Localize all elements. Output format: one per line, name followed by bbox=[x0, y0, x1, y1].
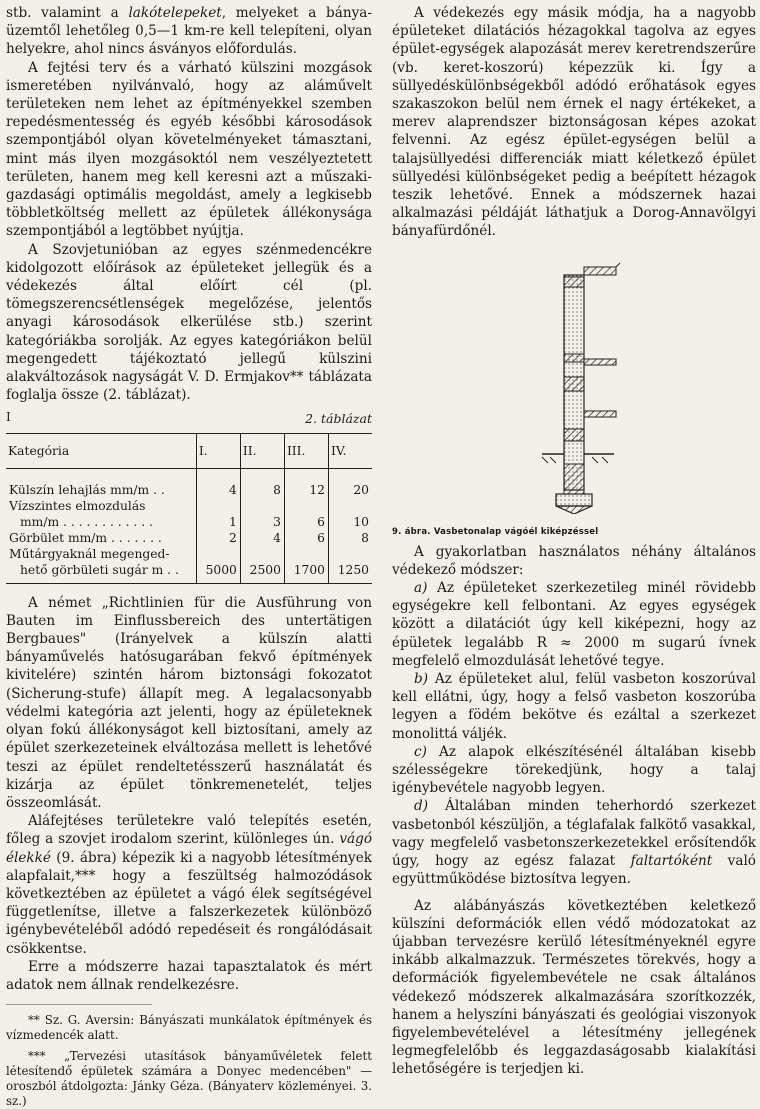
list-item-d bbox=[392, 797, 756, 888]
cutting-edge-foundation bbox=[556, 494, 592, 514]
table-row bbox=[6, 562, 372, 584]
cell-value bbox=[284, 498, 328, 514]
table-row bbox=[6, 546, 372, 562]
table-header-row bbox=[6, 433, 372, 468]
paragraph-nemet-iranyelvek: A német „Richtlinien für die Ausführung von Bauten im Einflussbereich des untertätigen Bergbaues" (Irányelvek a külszín alatti bányaművelés hatósugarában fekvő építmények kivitelére) szintén három biztonsági fokozatot (Sicherung-stufe) állapít meg. A legalacsonyabb védelmi kategória azt jelenti, hogy az épületeknek olyan fokú állékonyságot kell biztosítani, amely az épület szerkezeteinek elváltozása mellett is lehetővé teszi az épület rendeltetésszerű használatát és kizárja az épület tönkremenetelét, teljes összeomlását. bbox=[6, 594, 372, 811]
alafejtes-text-b: (9. ábra) képezik ki a nagyobb létesítmények alapfalait,*** hogy a feszültség halmozódások következtében az épületet a vágó élek segítségével függetlenítse, illetve a falszerkezetek különböző igénybevételéből adódó repedéseit és rongálódásait csökkentse. bbox=[6, 849, 372, 957]
row-label: Vízszintes elmozdulás bbox=[9, 498, 146, 513]
table-row bbox=[6, 514, 372, 530]
header-kategoria: Kategória bbox=[6, 433, 196, 468]
cell-value: 1250 bbox=[329, 562, 373, 584]
table-row bbox=[6, 498, 372, 514]
cell-value: 4 bbox=[196, 468, 240, 498]
cell-value: 4 bbox=[240, 530, 284, 546]
table-caption-row bbox=[6, 408, 372, 428]
table-caption: 2. táblázat bbox=[305, 411, 372, 427]
paragraph-alabanyaszas: Az alábányászás következtében keletkező külszíni deformációk ellen védő módozatokat az újabban tervezésre kerülő létesítményeknél egyre inkább alkalmazzuk. Természetes törekvés, hogy a deformációk figyelembevétele ne csak általános védekező módszerek alkalmazására szorítkozzék, hanem a helyszíni bányászati és geológiai viszonyok figyelembevételével a létesítmény jellegének legmegfelelőbb és leggazdaságosabb kialakítási lehetőségére is terjedjen ki. bbox=[392, 897, 756, 1078]
left-column bbox=[6, 4, 372, 1109]
row-label: hető görbületi sugár m . . bbox=[6, 562, 196, 584]
cell-value: 6 bbox=[284, 514, 328, 530]
list-marker-c: c) bbox=[414, 743, 427, 760]
list-text-b: Az épületeket alul, felül vasbeton koszorúval kell ellátni, úgy, hogy a felső vasbeton koszorúba legyen a födém bekötve és ezáltal a szerkezet monolittá váljék. bbox=[392, 671, 756, 742]
cell-value bbox=[329, 546, 373, 562]
cell-value: 2500 bbox=[240, 562, 284, 584]
footnote-aversin: ** Sz. G. Aversin: Bányászati munkálatok építmények és vízmedencék alatt. bbox=[6, 1013, 372, 1043]
cell-value: 20 bbox=[329, 468, 373, 498]
list-marker-b: b) bbox=[414, 671, 429, 688]
alafejtes-text-a: Aláfejtéses területekre való telepítés esetén, főleg a szovjet irodalom szerint, különleges ún. bbox=[6, 813, 372, 848]
list-marker-a: a) bbox=[414, 580, 428, 597]
cell-value bbox=[196, 546, 240, 562]
paragraph-vedekezes: A védekezés egy másik módja, ha a nagyobb épületeket dilatációs hézagokkal tagolva az egyes épület-egységek alapozását merev keretrendszerűre (vb. keret-koszorú) képezzük ki. Így a süllyedéskülönbségekből adódó erőhatások egyes szakaszokon belül nem érnek el nagy értékeket, a merev alaprendszer biztonságosan képes azokat felvenni. Az egész épület-egységen belül a talajsüllyedési differenciák miatt kéletkező épület süllyedési különbségeket pedig a beépített hézagok teszik lehetővé. Ennek a módszernek hazai alkalmazási példáját láthatjuk a Dorog-Annavölgyi bányafürdőnél. bbox=[392, 5, 756, 240]
paragraph-vedekezo-modszer: A gyakorlatban használatos néhány általános védekező módszer: bbox=[392, 543, 756, 578]
figure-caption: 9. ábra. Vasbetonalap vágóél kiképzéssel bbox=[392, 526, 599, 537]
header-cat-3: III. bbox=[284, 433, 328, 468]
row-label: mm/m . . . . . . . . . . . . bbox=[20, 514, 153, 529]
row-label: Külszín lehajlás mm/m . . bbox=[9, 482, 165, 497]
figure-9 bbox=[392, 259, 756, 537]
cell-value: 8 bbox=[329, 530, 373, 546]
cell-value bbox=[196, 498, 240, 514]
list-text-a: Az épületeket szerkezetileg minél rövidebb egységekre kell felbontani. Az egyes egységek között a dilatációt úgy kell kiképezni, hogy az épületek legalább R ≈ 2000 m sugarú ívnek megfelelő elmozdulását lehetővé tegye. bbox=[392, 580, 756, 669]
list-text-d-b: való együttműködése biztosítva legyen. bbox=[392, 853, 756, 888]
list-item-b bbox=[392, 670, 756, 743]
cell-value: 2 bbox=[196, 530, 240, 546]
header-cat-4: IV. bbox=[329, 433, 373, 468]
intro-text-a: stb. valamint a bbox=[6, 5, 129, 21]
paragraph-fejtesi-terv: A fejtési terv és a várható külszini mozgások ismeretében nyilvánvaló, hogy az aláművelt területeken nem lehet az építményekkel szemben repedésmentesség és egyéb későbbi károsodások szempontjából olyan követelményeket támasztani, mint más ilyen mozgásoktól nem veszélyeztetett területen, hanem meg kell keresni azt a műszaki-gazdasági optimális megoldást, amely a legkisebb többletköltség mellett az épületek állékonysága szempontjából a legtöbbet nyújtja. bbox=[6, 59, 372, 240]
header-cat-2: II. bbox=[240, 433, 284, 468]
intro-text-b: , melyeket a bánya-üzemtől lehetőleg 0,5—1 km-re kell telepíteni, olyan helyekre, ahol nincs ásványos előfordulás. bbox=[6, 5, 372, 58]
footnote-divider bbox=[6, 1004, 152, 1005]
row-label: Műtárgyaknál megenged- bbox=[9, 546, 170, 561]
cell-value: 6 bbox=[284, 530, 328, 546]
header-cat-1: I. bbox=[196, 433, 240, 468]
cell-value bbox=[329, 498, 373, 514]
paragraph-szovjetunio: A Szovjetunióban az egyes szénmedencékre kidolgozott előírások az épületeket jellegük és a védekezés által előírt cél (pl. tömegszerencsétlenségek megelőzése, jelentős anyagi károsodások elkerülése stb.) szerint kategóriákba sorolják. Az egyes kategóriákon belül megengedett tájékoztató jellegű külszini alakváltozások nagyságát V. D. Ermjakov** táblázata foglalja össze (2. táblázat). bbox=[6, 241, 372, 404]
list-item-a bbox=[392, 579, 756, 670]
table-tick-mark: I bbox=[6, 410, 11, 425]
wall-section bbox=[564, 275, 584, 494]
table-row bbox=[6, 468, 372, 498]
emphasis-lakotelepek: lakótelepeket bbox=[128, 5, 222, 21]
list-text-c: Az alapok elkészítésénél általában kisebb szélességekre törekedjünk, hogy a talaj igénybevétele nagyobb legyen. bbox=[392, 743, 756, 797]
cell-value: 1700 bbox=[284, 562, 328, 584]
paragraph-hazai-tapasztalat: Erre a módszerre hazai tapasztalatok és mért adatok nem állnak rendelkezésre. bbox=[6, 958, 372, 993]
cell-value: 3 bbox=[240, 514, 284, 530]
floor-slabs bbox=[584, 263, 620, 417]
right-column bbox=[392, 4, 756, 1079]
paragraph-intro bbox=[6, 4, 372, 59]
emphasis-vago-elekke: vágó élekké bbox=[6, 831, 372, 866]
emphasis-faltartokent: faltartóként bbox=[630, 853, 713, 870]
cell-value: 1 bbox=[196, 514, 240, 530]
table-row bbox=[6, 530, 372, 546]
cell-value bbox=[284, 546, 328, 562]
category-table bbox=[6, 433, 372, 584]
cell-value: 5000 bbox=[196, 562, 240, 584]
list-item-c bbox=[392, 743, 756, 798]
footnote-tervezesi: *** „Tervezési utasítások bányaművéletek felett létesítendő épületek számára a Donyec medencében" — oroszból átdolgozta: Jánky Géza. (Bányaterv közleményei. 3. sz.) bbox=[6, 1049, 372, 1109]
list-marker-d: d) bbox=[414, 798, 429, 815]
list-text-d-a: Általában minden teherhordó szerkezet vasbetonból készüljön, a téglafalak falkötő vasakkal, vagy megfelelő vasbetonszerkezetekkel erősítendők úgy, hogy az egész falazat bbox=[392, 798, 756, 870]
paragraph-alafejtes bbox=[6, 812, 372, 958]
row-label: Görbület mm/m . . . . . . . bbox=[9, 530, 162, 545]
foundation-diagram bbox=[392, 259, 756, 514]
cell-value bbox=[240, 546, 284, 562]
cell-value: 10 bbox=[329, 514, 373, 530]
cell-value: 8 bbox=[240, 468, 284, 498]
cell-value bbox=[240, 498, 284, 514]
cell-value: 12 bbox=[284, 468, 328, 498]
